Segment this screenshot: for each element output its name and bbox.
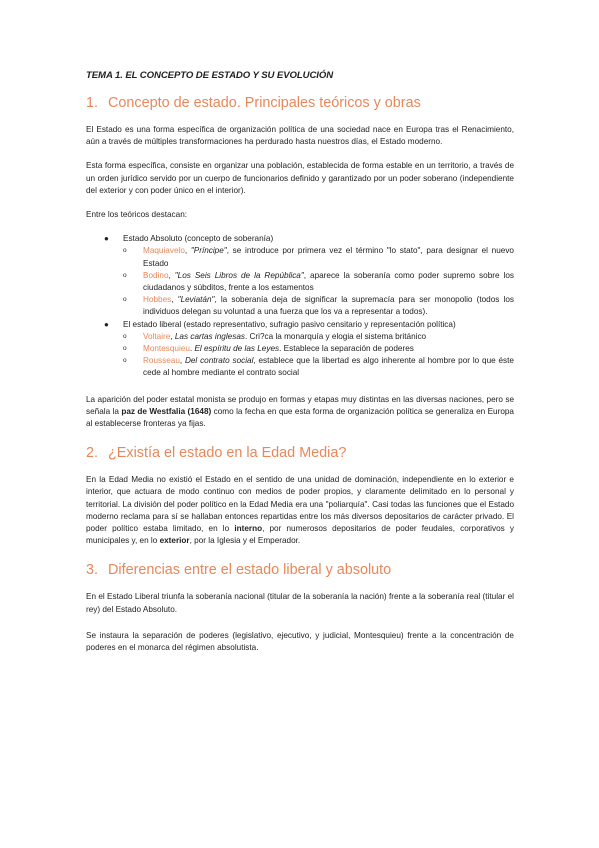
- bullet-icon: ●: [104, 234, 109, 244]
- separator: .: [189, 344, 195, 354]
- work-title: El espíritu de las Leyes: [194, 344, 280, 354]
- sublist-item-voltaire: [123, 331, 514, 343]
- sublist-item-maquiavelo: [123, 245, 514, 269]
- author-name: Montesquieu: [143, 344, 190, 354]
- list-item-label: Estado Absoluto (concepto de soberanía): [123, 234, 274, 244]
- separator: ,: [171, 295, 178, 305]
- sublist-item-bodino: [123, 270, 514, 294]
- separator: ,: [184, 246, 191, 256]
- s3-paragraph-2: Se instaura la separación de poderes (legislativo, ejecutivo, y judicial, Montesquieu) frente a la concentración de poderes en el monarca del régimen absolutista.: [86, 630, 514, 653]
- author-name: Hobbes: [143, 295, 172, 305]
- text-segment: La aparición del poder estatal monista se produjo en formas y etapas muy distintas en las diversas naciones, pero se señala la: [86, 394, 514, 416]
- item-text: , aparece la soberanía como poder supremo sobre los ciudadanos y súbditos, frente a los estamentos: [143, 270, 514, 293]
- work-title: "Príncipe": [190, 246, 227, 256]
- section-2-title: ¿Existía el estado en la Edad Media?: [108, 445, 347, 462]
- section-3-heading: [86, 561, 514, 579]
- item-text: , la soberanía deja de significar la supremacía para ser monopolio (todos los individuos delegan su voluntad a una fuerza que los va a representar a todos).: [143, 295, 514, 317]
- text-segment: , por numerosos depositarios de poder feudales, corporativos y municipales y, en lo: [86, 524, 514, 546]
- bullet-icon: ●: [104, 319, 109, 329]
- sublist-item-rousseau: [123, 355, 514, 379]
- s1-paragraph-2: Esta forma específica, consiste en organizar una población, establecida de forma estable en un territorio, a través de un orden jurídico servido por un cuerpo de funcionarios definido y garantizado por un poder soberano (independiente del exterior y con poder único en el interior).: [86, 161, 514, 195]
- circle-bullet-icon: o: [123, 332, 127, 340]
- s1-paragraph-4: [86, 394, 514, 431]
- author-name: Rousseau: [143, 356, 180, 366]
- circle-bullet-icon: o: [123, 296, 127, 304]
- list-item-liberal-state: [86, 319, 514, 380]
- s3-paragraph-1: En el Estado Liberal triunfa la soberanía nacional (titular de la soberanía la nación) frente a la soberanía real (titular el rey) del Estado Absoluto.: [86, 592, 514, 614]
- section-3-number: 3.: [86, 562, 99, 579]
- circle-bullet-icon: o: [123, 357, 127, 365]
- bold-term: interno: [234, 524, 263, 534]
- text-segment: , por la Iglesia y el Emperador.: [189, 536, 301, 546]
- work-title: "Leviatán": [177, 295, 215, 305]
- text-segment: En la Edad Media no existió el Estado en el sentido de una unidad de dominación, independiente en lo exterior e interior, que actuara de modo continuo con medios de poder propios, y claramente delimitado en lo personal y territorial. La división del poder político en la Edad Media era una "poliarquía". Casi todas las funciones que el Estado moderno reclama para sí se hallaban entonces repartidas entre los más diversos depositarios de carácter privado. El poder político estaba limitado, en lo: [86, 475, 514, 534]
- section-1-heading: [86, 94, 514, 112]
- theorists-list: [86, 233, 514, 379]
- author-name: Maquiavelo: [143, 246, 185, 256]
- document-body: [86, 70, 514, 654]
- section-1-number: 1.: [86, 95, 99, 111]
- item-text: , establece que la libertad es algo inherente al hombre por lo que éste cede al hombre mediante el contrato social: [143, 356, 514, 378]
- item-text: . Establece la separación de poderes: [279, 344, 414, 354]
- section-2-heading: [86, 444, 514, 462]
- author-name: Bodino: [143, 270, 169, 280]
- bold-term: paz de Westfalia (1648): [121, 406, 212, 416]
- list-item-absolute-state: [86, 233, 514, 318]
- work-title: "Los Seis Libros de la República": [174, 270, 304, 280]
- absolute-theorists-sublist: [123, 245, 514, 318]
- circle-bullet-icon: o: [123, 345, 127, 353]
- s2-paragraph-1: [86, 474, 514, 547]
- topic-title: TEMA 1. EL CONCEPTO DE ESTADO Y SU EVOLUCIÓN: [86, 70, 334, 81]
- bold-term: exterior: [159, 536, 190, 546]
- section-3-title: Diferencias entre el estado liberal y absoluto: [108, 562, 392, 579]
- list-item-label: El estado liberal (estado representativo, sufragio pasivo censitario y representación política): [123, 319, 456, 329]
- section-2-number: 2.: [86, 445, 99, 462]
- separator: ,: [179, 356, 185, 366]
- item-text: , se introduce por primera vez el término "lo stato", para designar el nuevo Estado: [143, 246, 514, 268]
- circle-bullet-icon: o: [123, 247, 127, 255]
- sublist-item-hobbes: [123, 294, 514, 318]
- separator: ,: [168, 270, 175, 280]
- item-text: . Cri?ca la monarquía y elogia el sistema británico: [244, 331, 427, 341]
- work-title: Las cartas inglesas: [174, 331, 245, 341]
- work-title: Del contrato social: [184, 356, 254, 366]
- liberal-theorists-sublist: [123, 331, 514, 380]
- circle-bullet-icon: o: [123, 271, 127, 279]
- s1-paragraph-1: El Estado es una forma específica de organización política de una sociedad nace en Europa tras el Renacimiento, aún a través de múltiples transformaciones ha perdurado hasta nuestros días, el Estado moderno.: [86, 125, 514, 147]
- sublist-item-montesquieu: [123, 343, 514, 355]
- s1-paragraph-3: Entre los teóricos destacan:: [86, 210, 188, 220]
- section-1-title: Concepto de estado. Principales teóricos y obras: [108, 95, 421, 111]
- separator: ,: [170, 331, 175, 341]
- text-segment: como la fecha en que esta forma de organización política se generaliza en Europa al establecerse fronteras ya fijas.: [86, 406, 514, 429]
- author-name: Voltaire: [143, 331, 171, 341]
